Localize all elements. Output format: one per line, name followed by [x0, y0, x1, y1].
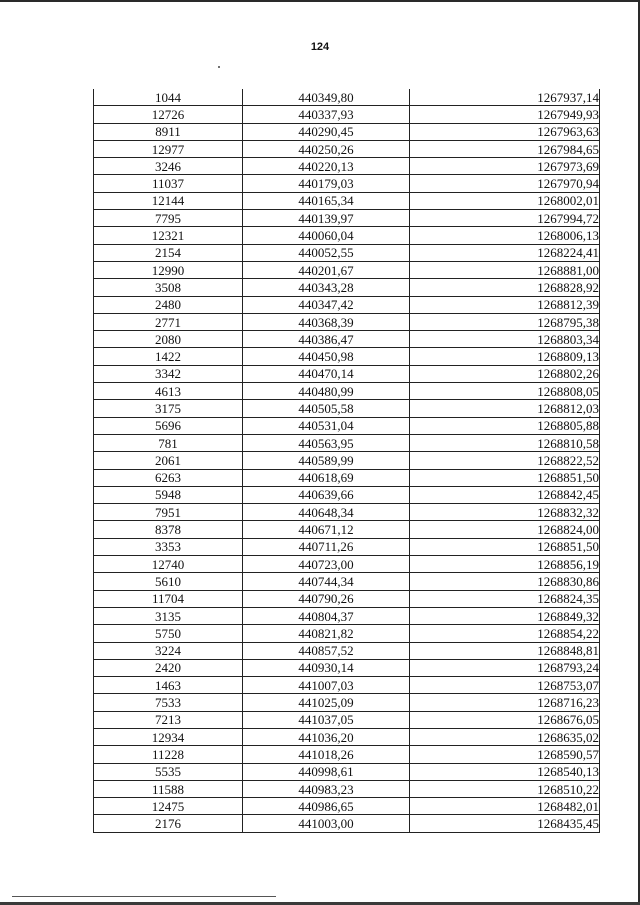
y-coordinate-cell: 1268842,45 [410, 486, 600, 503]
point-id-cell: 1463 [94, 677, 243, 694]
x-coordinate-cell: 440983,23 [243, 780, 410, 797]
x-coordinate-cell: 440250,26 [243, 140, 410, 157]
x-coordinate-cell: 440998,61 [243, 763, 410, 780]
x-coordinate-cell: 440343,28 [243, 279, 410, 296]
y-coordinate-cell: 1268851,50 [410, 538, 600, 555]
x-coordinate-cell: 440857,52 [243, 642, 410, 659]
coordinates-table-body [94, 89, 600, 832]
y-coordinate-cell: 1268753,07 [410, 677, 600, 694]
x-coordinate-cell: 440179,03 [243, 175, 410, 192]
x-coordinate-cell: 440618,69 [243, 469, 410, 486]
y-coordinate-cell: 1267970,94 [410, 175, 600, 192]
x-coordinate-cell: 440563,95 [243, 434, 410, 451]
point-id-cell: 1044 [94, 89, 243, 106]
point-id-cell: 2771 [94, 313, 243, 330]
y-coordinate-cell: 1268848,81 [410, 642, 600, 659]
point-id-cell: 5610 [94, 573, 243, 590]
y-coordinate-cell: 1267949,93 [410, 106, 600, 123]
table-row [94, 227, 600, 244]
y-coordinate-cell: 1268006,13 [410, 227, 600, 244]
x-coordinate-cell: 440648,34 [243, 504, 410, 521]
x-coordinate-cell: 441036,20 [243, 728, 410, 745]
point-id-cell: 7213 [94, 711, 243, 728]
table-row [94, 89, 600, 106]
y-coordinate-cell: 1268856,19 [410, 556, 600, 573]
point-id-cell: 11704 [94, 590, 243, 607]
x-coordinate-cell: 440220,13 [243, 158, 410, 175]
y-coordinate-cell: 1268805,88 [410, 417, 600, 434]
y-coordinate-cell: 1267963,63 [410, 123, 600, 140]
point-id-cell: 2154 [94, 244, 243, 261]
x-coordinate-cell: 440201,67 [243, 261, 410, 278]
x-coordinate-cell: 440165,34 [243, 192, 410, 209]
point-id-cell: 12321 [94, 227, 243, 244]
x-coordinate-cell: 441003,00 [243, 815, 410, 832]
y-coordinate-cell: 1268812,03 [410, 400, 600, 417]
x-coordinate-cell: 441018,26 [243, 746, 410, 763]
point-id-cell: 3224 [94, 642, 243, 659]
point-id-cell: 8911 [94, 123, 243, 140]
table-row [94, 296, 600, 313]
scan-speck [218, 66, 220, 68]
table-row [94, 140, 600, 157]
point-id-cell: 7951 [94, 504, 243, 521]
y-coordinate-cell: 1268881,00 [410, 261, 600, 278]
table-row [94, 694, 600, 711]
y-coordinate-cell: 1268793,24 [410, 659, 600, 676]
table-row [94, 521, 600, 538]
point-id-cell: 5750 [94, 625, 243, 642]
x-coordinate-cell: 440639,66 [243, 486, 410, 503]
point-id-cell: 4613 [94, 383, 243, 400]
x-coordinate-cell: 440589,99 [243, 452, 410, 469]
point-id-cell: 2176 [94, 815, 243, 832]
y-coordinate-cell: 1268635,02 [410, 728, 600, 745]
y-coordinate-cell: 1268590,57 [410, 746, 600, 763]
point-id-cell: 2061 [94, 452, 243, 469]
table-row [94, 261, 600, 278]
table-row [94, 123, 600, 140]
x-coordinate-cell: 440531,04 [243, 417, 410, 434]
y-coordinate-cell: 1268510,22 [410, 780, 600, 797]
table-row [94, 106, 600, 123]
x-coordinate-cell: 440671,12 [243, 521, 410, 538]
y-coordinate-cell: 1268435,45 [410, 815, 600, 832]
table-row [94, 400, 600, 417]
y-coordinate-cell: 1268854,22 [410, 625, 600, 642]
point-id-cell: 3508 [94, 279, 243, 296]
x-coordinate-cell: 440347,42 [243, 296, 410, 313]
x-coordinate-cell: 440290,45 [243, 123, 410, 140]
point-id-cell: 781 [94, 434, 243, 451]
x-coordinate-cell: 440986,65 [243, 798, 410, 815]
x-coordinate-cell: 440349,80 [243, 89, 410, 106]
point-id-cell: 1422 [94, 348, 243, 365]
y-coordinate-cell: 1268482,01 [410, 798, 600, 815]
x-coordinate-cell: 440711,26 [243, 538, 410, 555]
point-id-cell: 12475 [94, 798, 243, 815]
table-row [94, 538, 600, 555]
table-row [94, 573, 600, 590]
table-row [94, 590, 600, 607]
y-coordinate-cell: 1268824,00 [410, 521, 600, 538]
y-coordinate-cell: 1268808,05 [410, 383, 600, 400]
table-row [94, 158, 600, 175]
point-id-cell: 5948 [94, 486, 243, 503]
point-id-cell: 2480 [94, 296, 243, 313]
table-row [94, 728, 600, 745]
point-id-cell: 3135 [94, 607, 243, 624]
table-row [94, 486, 600, 503]
y-coordinate-cell: 1268832,32 [410, 504, 600, 521]
table-row [94, 469, 600, 486]
table-row [94, 746, 600, 763]
table-row [94, 780, 600, 797]
x-coordinate-cell: 441037,05 [243, 711, 410, 728]
point-id-cell: 12977 [94, 140, 243, 157]
table-row [94, 815, 600, 832]
y-coordinate-cell: 1268540,13 [410, 763, 600, 780]
table-row [94, 642, 600, 659]
table-row [94, 452, 600, 469]
point-id-cell: 6263 [94, 469, 243, 486]
x-coordinate-cell: 441025,09 [243, 694, 410, 711]
x-coordinate-cell: 440744,34 [243, 573, 410, 590]
point-id-cell: 3246 [94, 158, 243, 175]
x-coordinate-cell: 440804,37 [243, 607, 410, 624]
y-coordinate-cell: 1267937,14 [410, 89, 600, 106]
y-coordinate-cell: 1268828,92 [410, 279, 600, 296]
table-row [94, 677, 600, 694]
x-coordinate-cell: 440821,82 [243, 625, 410, 642]
point-id-cell: 12990 [94, 261, 243, 278]
y-coordinate-cell: 1268851,50 [410, 469, 600, 486]
x-coordinate-cell: 440052,55 [243, 244, 410, 261]
y-coordinate-cell: 1268802,26 [410, 365, 600, 382]
table-row [94, 504, 600, 521]
y-coordinate-cell: 1267984,65 [410, 140, 600, 157]
point-id-cell: 12726 [94, 106, 243, 123]
page-number: 124 [310, 41, 330, 53]
table-row [94, 348, 600, 365]
x-coordinate-cell: 440505,58 [243, 400, 410, 417]
table-row [94, 210, 600, 227]
table-row [94, 607, 600, 624]
y-coordinate-cell: 1268822,52 [410, 452, 600, 469]
coordinates-table [93, 89, 600, 833]
x-coordinate-cell: 440139,97 [243, 210, 410, 227]
x-coordinate-cell: 440790,26 [243, 590, 410, 607]
point-id-cell: 11588 [94, 780, 243, 797]
table-row [94, 365, 600, 382]
y-coordinate-cell: 1268849,32 [410, 607, 600, 624]
y-coordinate-cell: 1268716,23 [410, 694, 600, 711]
point-id-cell: 3353 [94, 538, 243, 555]
point-id-cell: 2420 [94, 659, 243, 676]
table-row [94, 279, 600, 296]
table-row [94, 417, 600, 434]
x-coordinate-cell: 440386,47 [243, 331, 410, 348]
table-row [94, 383, 600, 400]
x-coordinate-cell: 440723,00 [243, 556, 410, 573]
point-id-cell: 3342 [94, 365, 243, 382]
x-coordinate-cell: 440368,39 [243, 313, 410, 330]
point-id-cell: 5696 [94, 417, 243, 434]
table-row [94, 711, 600, 728]
point-id-cell: 12740 [94, 556, 243, 573]
x-coordinate-cell: 440930,14 [243, 659, 410, 676]
table-row [94, 244, 600, 261]
point-id-cell: 2080 [94, 331, 243, 348]
point-id-cell: 5535 [94, 763, 243, 780]
x-coordinate-cell: 440450,98 [243, 348, 410, 365]
y-coordinate-cell: 1267994,72 [410, 210, 600, 227]
y-coordinate-cell: 1268812,39 [410, 296, 600, 313]
x-coordinate-cell: 440337,93 [243, 106, 410, 123]
x-coordinate-cell: 440480,99 [243, 383, 410, 400]
y-coordinate-cell: 1268824,35 [410, 590, 600, 607]
table-row [94, 313, 600, 330]
table-row [94, 625, 600, 642]
x-coordinate-cell: 440060,04 [243, 227, 410, 244]
footer-rule [12, 896, 276, 897]
y-coordinate-cell: 1268810,58 [410, 434, 600, 451]
table-row [94, 175, 600, 192]
table-row [94, 556, 600, 573]
y-coordinate-cell: 1268795,38 [410, 313, 600, 330]
point-id-cell: 8378 [94, 521, 243, 538]
y-coordinate-cell: 1267973,69 [410, 158, 600, 175]
table-row [94, 763, 600, 780]
y-coordinate-cell: 1268830,86 [410, 573, 600, 590]
point-id-cell: 3175 [94, 400, 243, 417]
table-row [94, 434, 600, 451]
y-coordinate-cell: 1268002,01 [410, 192, 600, 209]
point-id-cell: 11228 [94, 746, 243, 763]
table-row [94, 192, 600, 209]
y-coordinate-cell: 1268803,34 [410, 331, 600, 348]
y-coordinate-cell: 1268224,41 [410, 244, 600, 261]
point-id-cell: 11037 [94, 175, 243, 192]
x-coordinate-cell: 441007,03 [243, 677, 410, 694]
x-coordinate-cell: 440470,14 [243, 365, 410, 382]
y-coordinate-cell: 1268676,05 [410, 711, 600, 728]
table-row [94, 798, 600, 815]
point-id-cell: 7795 [94, 210, 243, 227]
point-id-cell: 7533 [94, 694, 243, 711]
scan-edge-top [0, 0, 640, 2]
point-id-cell: 12934 [94, 728, 243, 745]
table-row [94, 331, 600, 348]
table-row [94, 659, 600, 676]
point-id-cell: 12144 [94, 192, 243, 209]
y-coordinate-cell: 1268809,13 [410, 348, 600, 365]
